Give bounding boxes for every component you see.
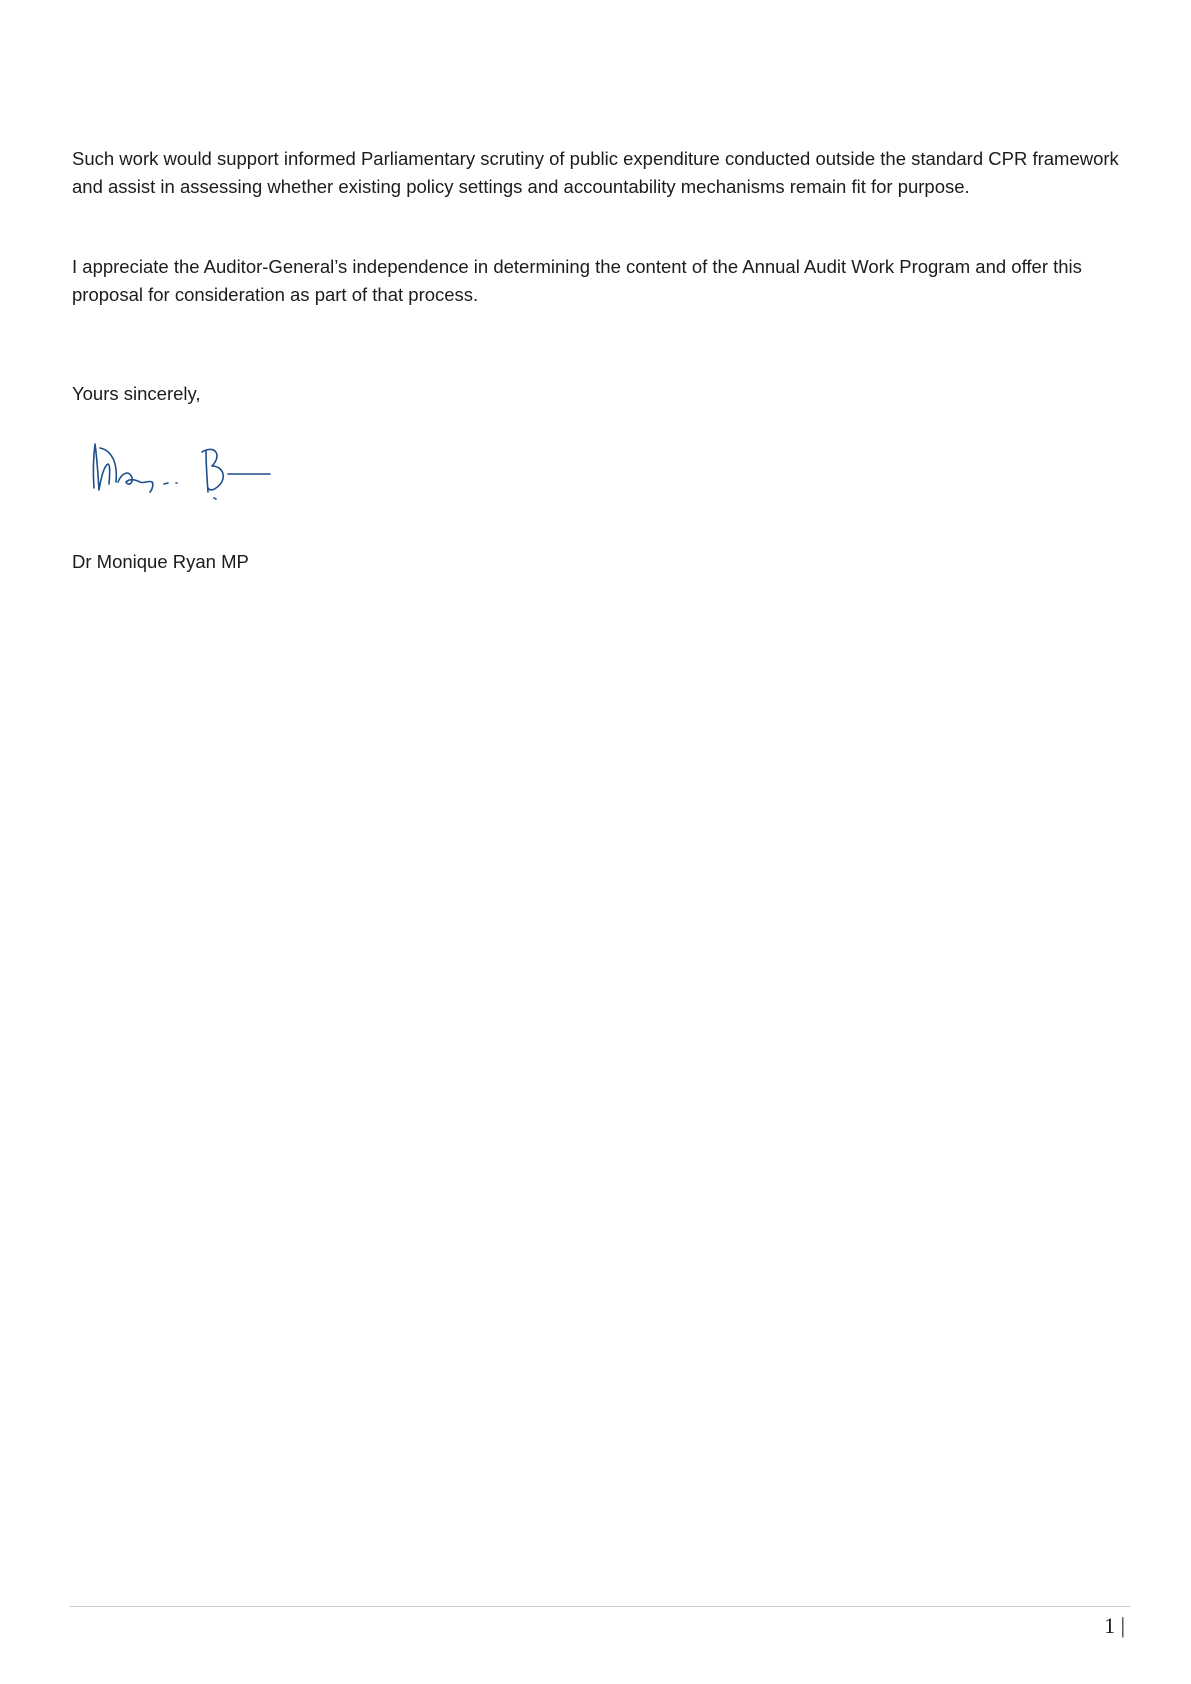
footer-divider	[70, 1606, 1130, 1607]
letter-closing: Yours sincerely,	[72, 383, 201, 404]
page-number: 1 |	[1104, 1613, 1125, 1638]
body-paragraph: I appreciate the Auditor-General’s independence in determining the content of the Annual Audit Work Program and offer this proposal for consideration as part of that process.	[72, 256, 1082, 305]
signatory-name: Dr Monique Ryan MP	[72, 551, 249, 572]
handwritten-signature-icon	[88, 438, 298, 508]
body-paragraph: Such work would support informed Parliamentary scrutiny of public expenditure conducted outside the standard CPR framework and assist in assessing whether existing policy settings and accountability mechanisms remain fit for purpose.	[72, 148, 1119, 197]
